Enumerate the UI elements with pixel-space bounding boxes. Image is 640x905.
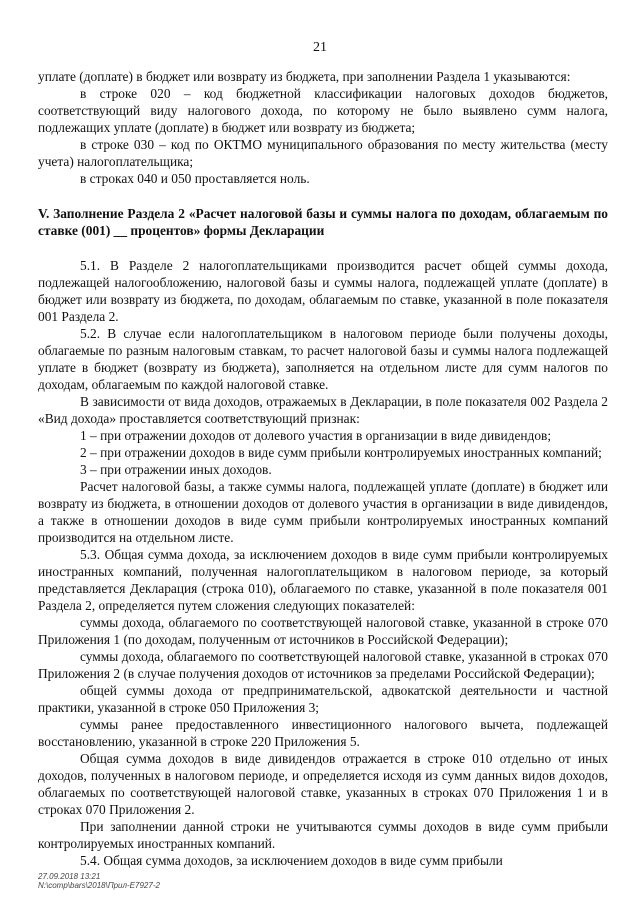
paragraph: суммы дохода, облагаемого по соответствующей налоговой ставке, указанной в строке 070 Приложения 1 (по доходам, полученным от источников в Российской Федерации); (38, 615, 608, 647)
paragraph: общей суммы дохода от предпринимательской, адвокатской деятельности и частной практики, указанной в строке 050 Приложения 3; (38, 683, 608, 715)
footer-file-path: N:\comp\bars\2018\Прил-E7927-2 (38, 881, 160, 890)
list-item: 2 – при отражении доходов в виде сумм прибыли контролируемых иностранных компаний; (80, 445, 602, 460)
paragraph: в строке 020 – код бюджетной классификации налоговых доходов бюджетов, соответствующий виду налогового дохода, по которому не было выявлено сумм налога, подлежащих уплате (доплате) в бюджет или возврату из бюджета; (38, 86, 608, 135)
document-footer (38, 872, 160, 890)
document-body (38, 68, 608, 869)
list-item: 3 – при отражении иных доходов. (80, 462, 272, 477)
paragraph: 5.1. В Разделе 2 налогоплательщиками производится расчет общей суммы дохода, подлежащей налогообложению, налоговой базы и суммы налога, подлежащей уплате (доплате) в бюджет или возврату из бюджета, по доходам, облагаемым по ставке, указанной в поле показателя 001 Раздела 2. (38, 258, 608, 324)
paragraph: 5.2. В случае если налогоплательщиком в налоговом периоде были получены доходы, облагаемые по разным налоговым ставкам, то расчет налоговой базы и суммы налога подлежащей уплате в бюджет (возврату из бюджета), заполняется на отдельном листе для сумм налогов по доходам, облагаемым по каждой налоговой ставке. (38, 326, 608, 392)
paragraph: в строках 040 и 050 проставляется ноль. (80, 171, 310, 186)
list-item: 1 – при отражении доходов от долевого участия в организации в виде дивидендов; (80, 428, 552, 443)
paragraph: Расчет налоговой базы, а также суммы налога, подлежащей уплате (доплате) в бюджет или возврату из бюджета, в отношении доходов от долевого участия в организации в виде дивидендов, а также в отношении доходов в виде сумм прибыли контролируемых иностранных компаний производится на отдельном листе. (38, 479, 608, 545)
paragraph: При заполнении данной строки не учитываются суммы доходов в виде сумм прибыли контролируемых иностранных компаний. (38, 819, 608, 851)
paragraph: Общая сумма доходов в виде дивидендов отражается в строке 010 отдельно от иных доходов, полученных в налоговом периоде, и определяется исходя из сумм данных видов доходов, облагаемых по соответствующей налоговой ставке, указанных в строках 070 Приложения 1 и в строках 070 Приложения 2. (38, 751, 608, 817)
footer-timestamp: 27.09.2018 13:21 (38, 872, 101, 881)
paragraph: суммы ранее предоставленного инвестиционного налогового вычета, подлежащей восстановлению, указанной в строке 220 Приложения 5. (38, 717, 608, 749)
paragraph: в строке 030 – код по ОКТМО муниципального образования по месту жительства (месту учета) налогоплательщика; (38, 137, 608, 169)
page-number: 21 (313, 40, 327, 55)
paragraph: уплате (доплате) в бюджет или возврату из бюджета, при заполнении Раздела 1 указываются: (38, 69, 571, 84)
paragraph: суммы дохода, облагаемого по соответствующей налоговой ставке, указанной в строках 070 Приложения 2 (в случае получения доходов от источников за пределами Российской Федерации); (38, 649, 608, 681)
paragraph: В зависимости от вида доходов, отражаемых в Декларации, в поле показателя 002 Раздела 2 «Вид дохода» проставляется соответствующий признак: (38, 394, 608, 426)
section-heading: V. Заполнение Раздела 2 «Расчет налоговой базы и суммы налога по доходам, облагаемым по ставке (001) __ процентов» формы Декларации (38, 206, 608, 238)
paragraph: 5.3. Общая сумма дохода, за исключением доходов в виде сумм прибыли контролируемых иностранных компаний, полученная налогоплательщиком в налоговом периоде, за который представляется Декларация (строка 010), облагаемого по ставке, указанной в поле показателя 001 Раздела 2, определяется путем сложения следующих показателей: (38, 547, 608, 613)
paragraph: 5.4. Общая сумма доходов, за исключением доходов в виде сумм прибыли (80, 853, 503, 868)
